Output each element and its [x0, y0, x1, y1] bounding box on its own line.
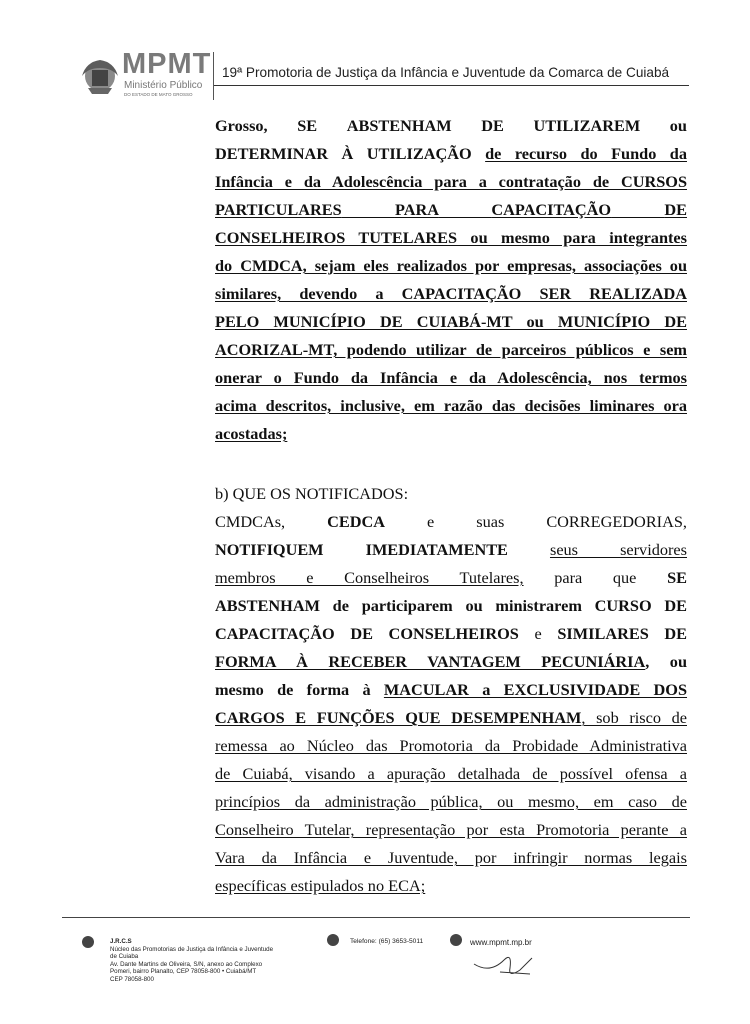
text-line: princípios da administração pública, ou mesmo, em caso de	[215, 792, 687, 811]
text-line: membros e Conselheiros Tutelares, para que SE	[215, 568, 687, 587]
mpmt-logo	[76, 48, 216, 100]
text-line: onerar o Fundo da Infância e da Adolescência, nos termos	[215, 368, 687, 387]
logo-subtitle: Ministério Público	[124, 80, 203, 91]
header-title: 19ª Promotoria de Justiça da Infância e Juventude da Comarca de Cuiabá	[222, 65, 670, 80]
address-line: Pomeri, bairro Planalto, CEP 78058-800 • Cuiabá/MT	[110, 968, 257, 976]
logo-subtitle-small: DO ESTADO DE MATO GROSSO	[124, 92, 193, 97]
coat-of-arms-icon	[78, 54, 122, 98]
text-line: FORMA À RECEBER VANTAGEM PECUNIÁRIA, ou	[215, 652, 687, 671]
text-line: CARGOS E FUNÇÕES QUE DESEMPENHAM, sob risco de	[215, 708, 687, 727]
text-line: de Cuiabá, visando a apuração detalhada de possível ofensa a	[215, 764, 687, 783]
document-body	[215, 112, 687, 900]
text-line: CAPACITAÇÃO DE CONSELHEIROS e SIMILARES DE	[215, 624, 688, 643]
location-icon	[82, 936, 94, 948]
footer-phone: Telefone: (65) 3653-5011	[350, 938, 424, 945]
header-divider-vertical	[213, 52, 214, 100]
text-line: ABSTENHAM de participarem ou ministrarem CURSO DE	[215, 596, 687, 615]
text-line: NOTIFIQUEM IMEDIATAMENTE seus servidores	[215, 540, 687, 559]
signature-icon	[470, 944, 540, 980]
text-line: Conselheiro Tutelar, representação por esta Promotoria perante a	[215, 820, 687, 839]
text-line: do CMDCA, sejam eles realizados por empresas, associações ou	[215, 256, 687, 275]
text-line: mesmo de forma à MACULAR a EXCLUSIVIDADE DOS	[215, 680, 688, 699]
text-line: Vara da Infância e Juventude, por infringir normas legais	[215, 848, 687, 867]
text-line: ACORIZAL-MT, podendo utilizar de parceiros públicos e sem	[215, 340, 687, 359]
footer-initials: J.R.C.S	[110, 938, 132, 945]
text-line: remessa ao Núcleo das Promotoria da Probidade Administrativa	[215, 736, 687, 755]
text-line: acostadas;	[215, 424, 288, 443]
footer-website[interactable]: www.mpmt.mp.br	[470, 938, 532, 947]
globe-icon	[450, 934, 462, 946]
text-line: similares, devendo a CAPACITAÇÃO SER REALIZADA	[215, 284, 687, 303]
text-line: PARTICULARES PARA CAPACITAÇÃO DE	[215, 200, 687, 219]
text-line: PELO MUNICÍPIO DE CUIABÁ-MT ou MUNICÍPIO DE	[215, 312, 687, 331]
footer-divider	[62, 917, 690, 918]
logo-text: MPMT	[122, 48, 212, 80]
address-line: Núcleo das Promotorias de Justiça da Infância e Juventude	[110, 945, 274, 953]
phone-icon	[327, 934, 339, 946]
address-line: de Cuiaba	[110, 953, 139, 961]
address-line: Av. Dante Martins de Oliveira, S/N, anexo ao Complexo	[110, 960, 263, 968]
footer-address	[110, 938, 330, 984]
header-divider	[214, 85, 689, 86]
address-line: CEP 78058-800	[110, 975, 154, 983]
text-line: DETERMINAR À UTILIZAÇÃO de recurso do Fundo da	[215, 144, 687, 163]
text-line: CMDCAs, CEDCA e suas CORREGEDORIAS,	[215, 512, 687, 531]
section-heading: b) QUE OS NOTIFICADOS:	[215, 484, 409, 503]
text-line: Infância e da Adolescência para a contratação de CURSOS	[215, 172, 687, 191]
text-line: específicas estipulados no ECA;	[215, 876, 426, 895]
text-line: CONSELHEIROS TUTELARES ou mesmo para integrantes	[215, 228, 687, 247]
text-line: Grosso, SE ABSTENHAM DE UTILIZAREM ou	[215, 116, 687, 135]
text-line: acima descritos, inclusive, em razão das decisões liminares ora	[215, 396, 687, 415]
